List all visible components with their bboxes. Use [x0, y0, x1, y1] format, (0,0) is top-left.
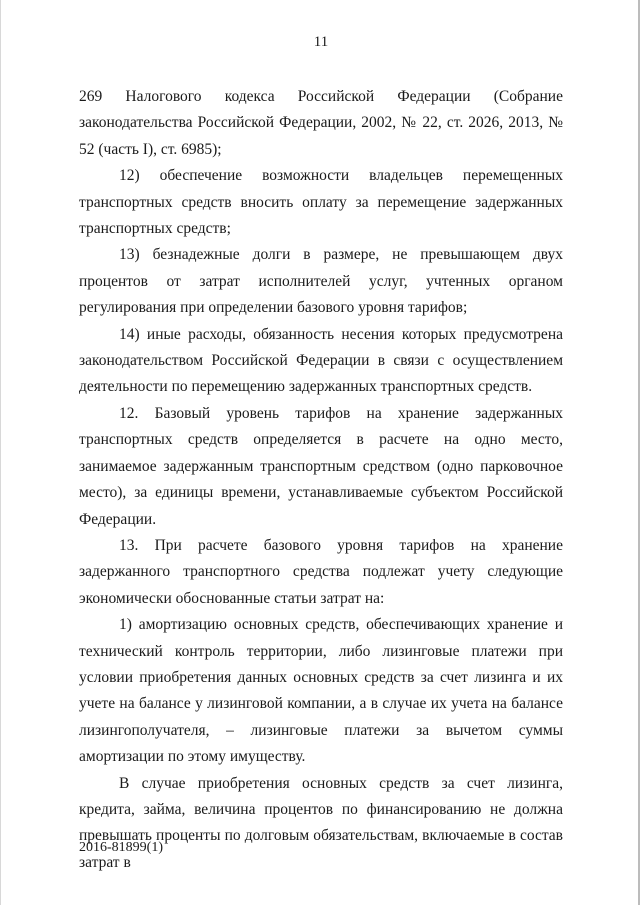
paragraph-item-14: 14) иные расходы, обязанность несения которых предусмотрена законодательством Российской Федерации в связи с осуществлением деятельности по перемещению задержанных транспортных средств. — [79, 325, 563, 396]
paragraph-item-13: 13) безнадежные долги в размере, не превышающем двух процентов от затрат исполнителей услуг, учтенных органом регулирования при определении базового уровня тарифов; — [79, 246, 563, 317]
paragraph-section-13: 13. При расчете базового уровня тарифов на хранение задержанного транспортного средства подлежат учету следующие экономически обоснованные статьи затрат на: — [79, 536, 563, 607]
document-body — [79, 84, 563, 876]
paragraph-continuation: 269 Налогового кодекса Российской Федерации (Собрание законодательства Российской Федерации, 2002, № 22, ст. 2026, 2013, № 52 (часть I), ст. 6985); — [79, 88, 563, 158]
document-code: 2016-81899(1) — [79, 840, 163, 855]
paragraph-subitem-1: 1) амортизацию основных средств, обеспечивающих хранение и технический контроль территории, либо лизинговые платежи при условии приобретения данных основных средств за счет лизинга и их учете на балансе у лизинговой компании, а в случае их учета на балансе лизингополучателя, – лизинговые платежи за вычетом суммы амортизации по этому имуществу. — [79, 616, 563, 766]
paragraph-leasing-note: В случае приобретения основных средств за счет лизинга, кредита, займа, величина процентов по финансированию не должна превышать проценты по долговым обязательствам, включаемые в состав затрат в — [79, 774, 563, 871]
paragraph-item-12: 12) обеспечение возможности владельцев перемещенных транспортных средств вносить оплату за перемещение задержанных транспортных средств; — [79, 167, 563, 238]
page-number: 11 — [313, 34, 329, 50]
paragraph-section-12: 12. Базовый уровень тарифов на хранение задержанных транспортных средств определяется в расчете на одно место, занимаемое задержанным транспортным средством (одно парковочное место), за единицы времени, устанавливаемые субъектом Российской Федерации. — [79, 404, 563, 528]
